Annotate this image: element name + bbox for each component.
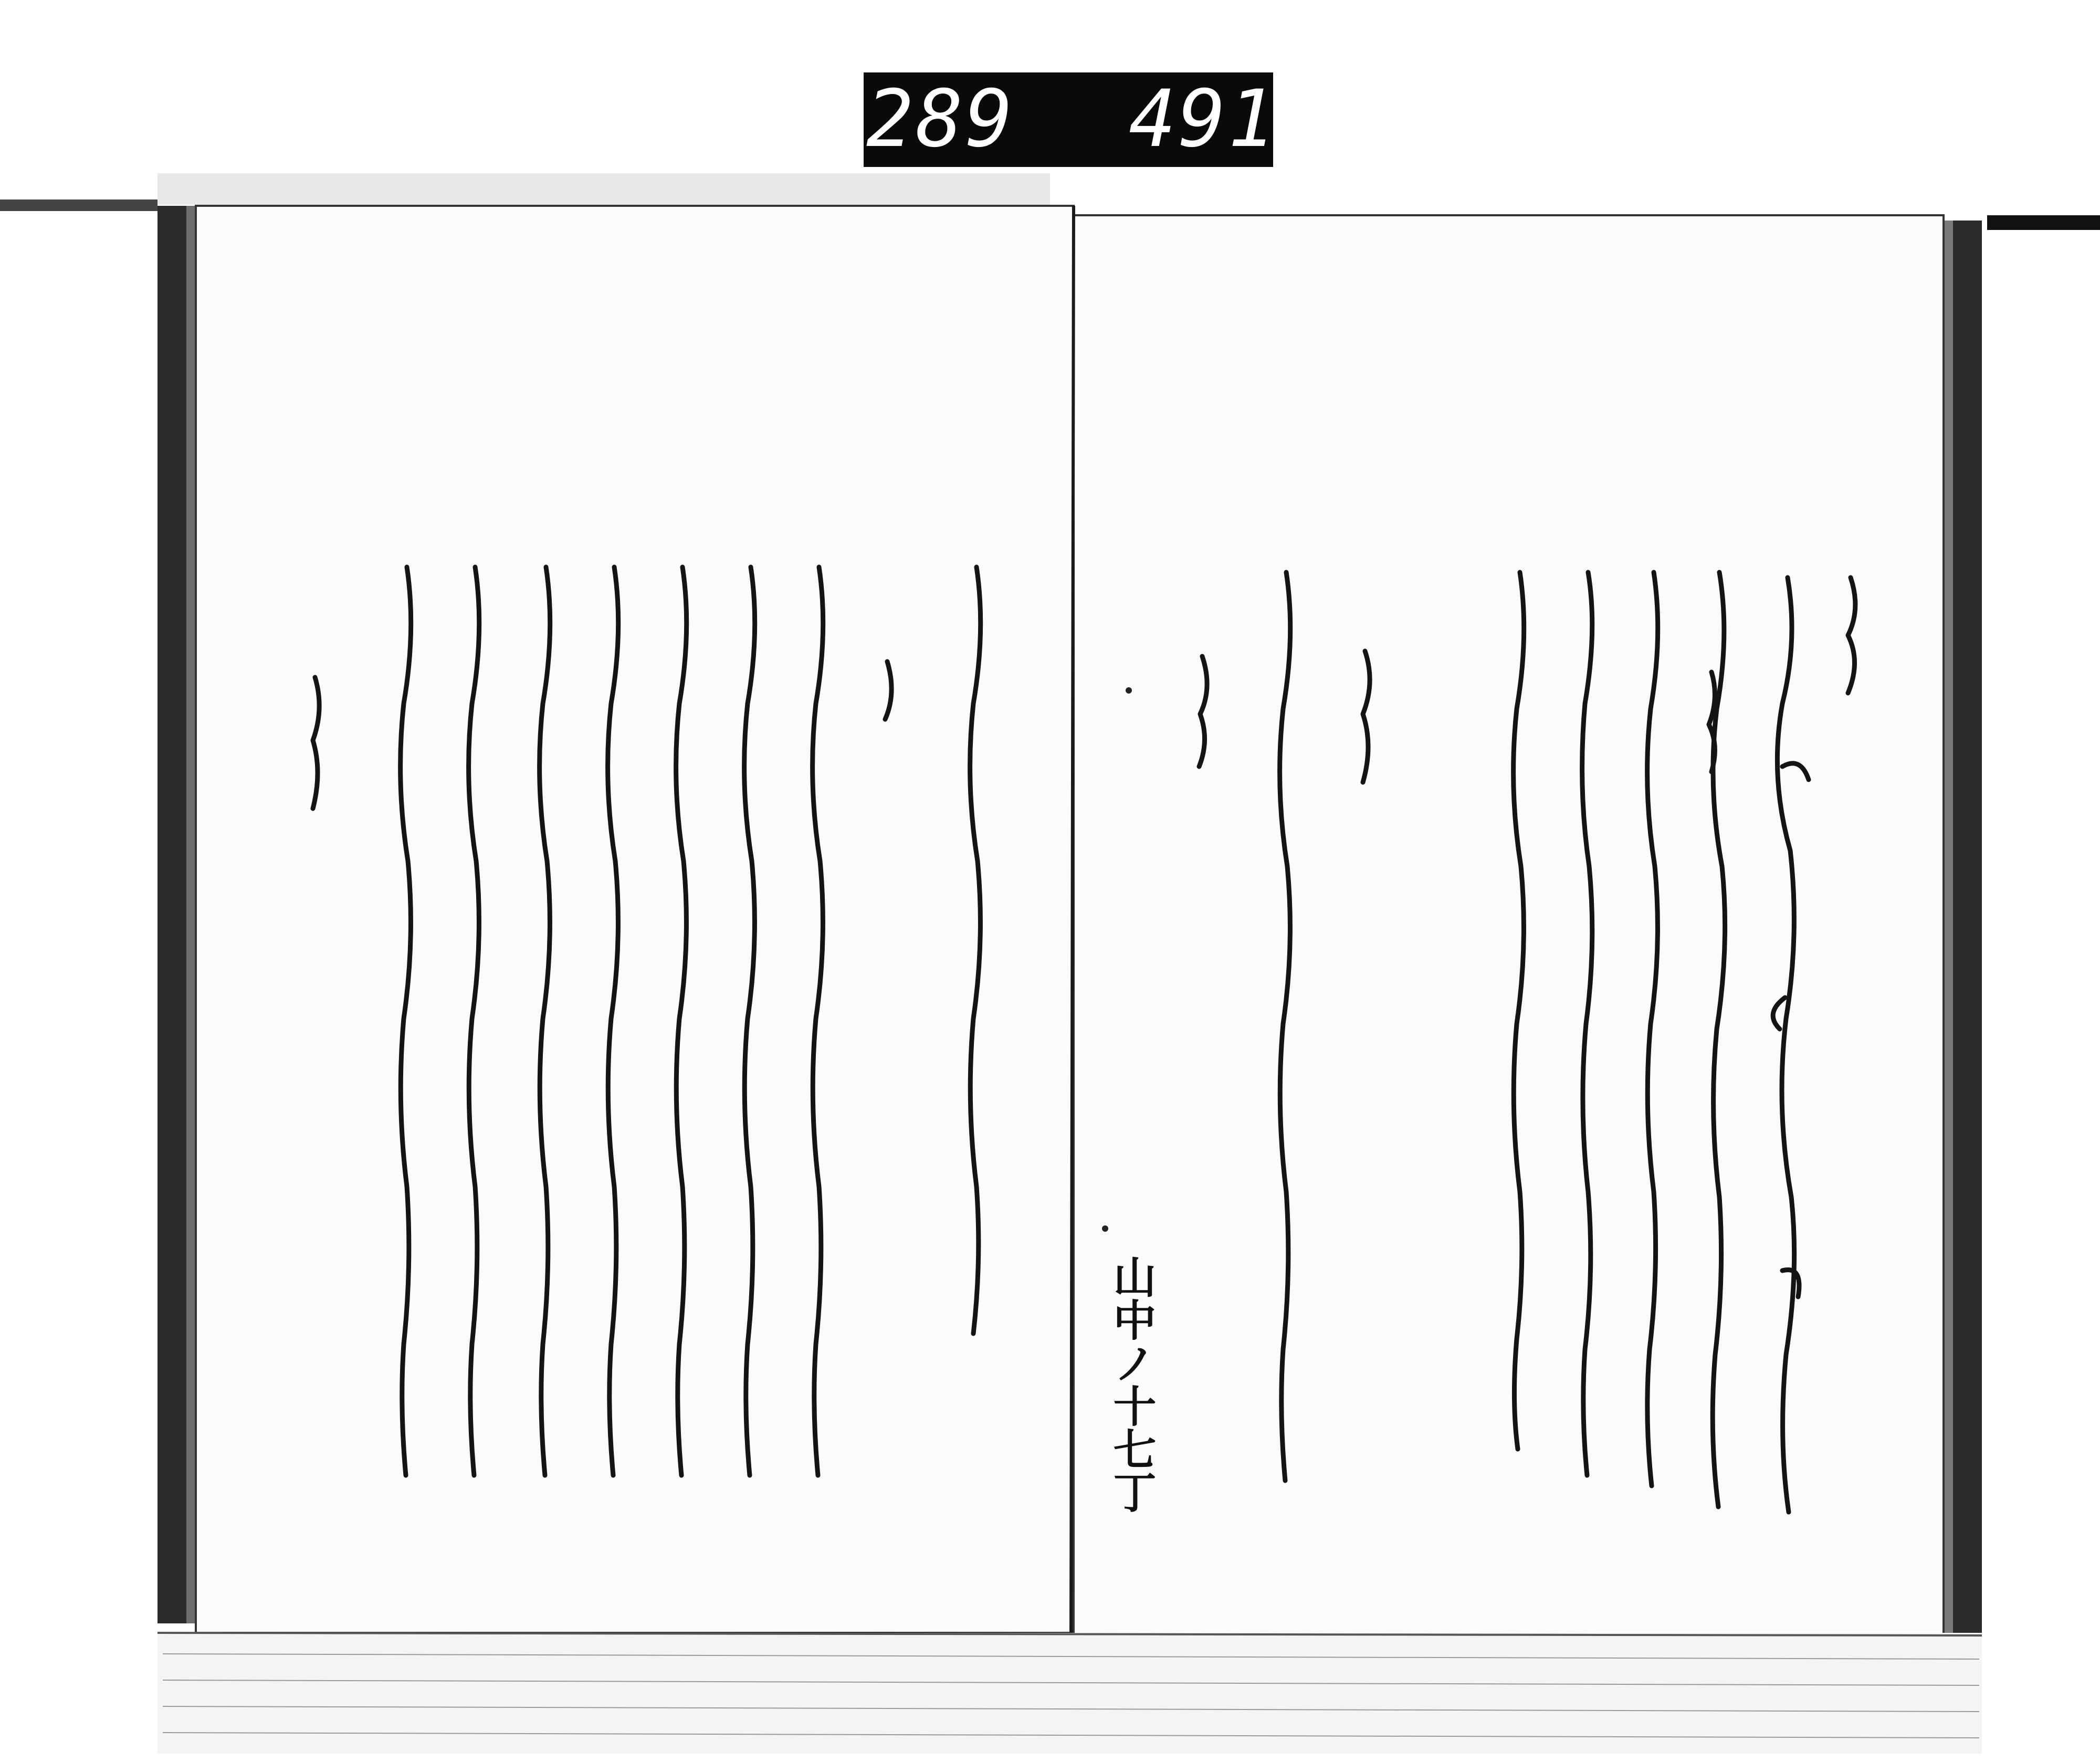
left-page (196, 206, 1074, 1633)
left-cover-edge-inner (186, 206, 196, 1623)
corner-speck-icon (1126, 687, 1132, 694)
counter-left-number: 289 (866, 74, 1015, 165)
right-page (1074, 215, 1944, 1635)
counter-right-number: 491. (1129, 74, 1327, 165)
corner-speck-icon (1102, 1225, 1108, 1232)
top-shadow (158, 173, 1050, 205)
right-edge-bar (1987, 215, 2100, 230)
left-edge-bar (0, 200, 158, 211)
right-cover-edge (1953, 221, 1982, 1643)
folio-marking: 山中ノ十七丁 (1106, 1255, 1157, 1513)
left-cover-edge (158, 206, 186, 1623)
right-cover-edge-inner (1944, 221, 1953, 1643)
